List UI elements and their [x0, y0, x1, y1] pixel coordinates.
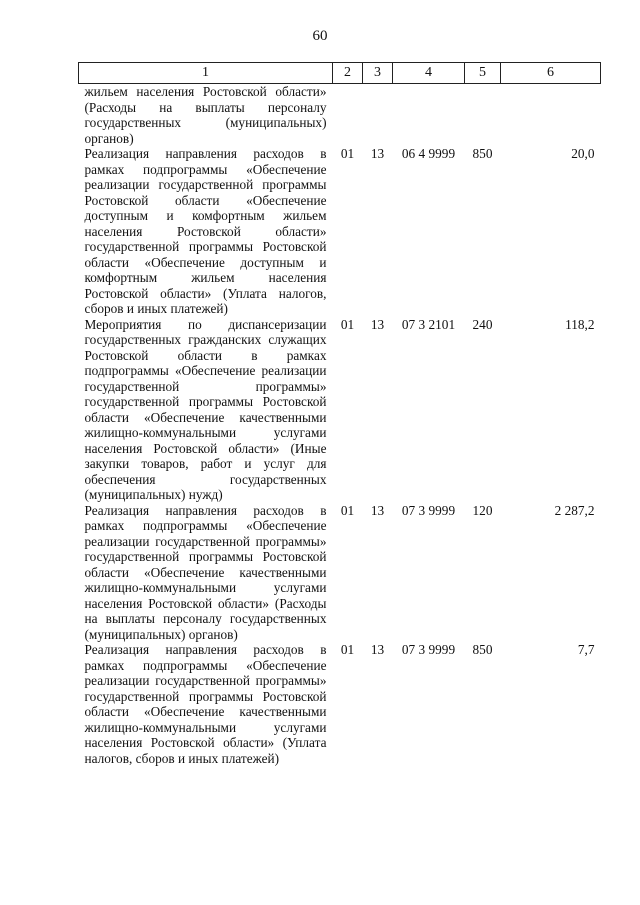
row-description: жильем населения Ростовской области» (Расходы на выплаты персоналу государственных (муниципальных) органов)	[84, 84, 327, 146]
table-row-continuation	[79, 84, 601, 147]
budget-table	[78, 62, 601, 766]
column-header-3: 3	[363, 63, 393, 84]
table-header-row	[79, 63, 601, 84]
column-header-6: 6	[501, 63, 601, 84]
column-header-5: 5	[465, 63, 501, 84]
row-subsection: 13	[370, 642, 385, 657]
table-row	[79, 503, 601, 643]
row-expense-type: 850	[472, 146, 493, 161]
row-subsection: 13	[370, 502, 385, 518]
row-amount: 2 287,2	[554, 502, 595, 518]
row-target-article: 07 3 2101	[401, 316, 456, 332]
row-subsection: 13	[370, 316, 385, 332]
row-description: Реализация направления расходов в рамках подпрограммы «Обеспечение реализации государственной программы» государственной программы Ростовской области «Обеспечение качественными жилищно-коммунальными услугами населения Ростовской области» (Уплата налогов, сборов и иных платежей)	[84, 642, 327, 766]
table-row	[79, 317, 601, 503]
column-header-1: 1	[79, 63, 333, 84]
row-target-article: 07 3 9999	[401, 642, 456, 657]
row-section: 01	[340, 316, 355, 332]
row-target-article: 06 4 9999	[401, 146, 456, 161]
row-amount: 118,2	[565, 316, 595, 332]
row-target-article: 07 3 9999	[401, 502, 456, 518]
column-header-2: 2	[333, 63, 363, 84]
row-section: 01	[340, 642, 355, 657]
column-header-4: 4	[393, 63, 465, 84]
row-section: 01	[340, 146, 355, 161]
row-description: Реализация направления расходов в рамках подпрограммы «Обеспечение реализации государственной программы Ростовской области «Обеспечение доступным и комфортным жильем населения Ростовской области» государственной программы Ростовской области «Обеспечение доступным и комфортным жильем населения Ростовской области» (Уплата налогов, сборов и иных платежей)	[84, 146, 327, 316]
row-description: Мероприятия по диспансеризации государственных гражданских служащих Ростовской области в рамках подпрограммы «Обеспечение реализации государственной программы» государственной программы Ростовской области «Обеспечение качественными жилищно-коммунальными услугами населения Ростовской области» (Иные закупки товаров, работ и услуг для обеспечения государственных (муниципальных) нужд)	[84, 316, 327, 502]
table-row	[79, 642, 601, 766]
row-expense-type: 120	[472, 502, 493, 518]
row-amount: 7,7	[577, 642, 595, 657]
row-section: 01	[340, 502, 355, 518]
row-amount: 20,0	[571, 146, 595, 161]
row-expense-type: 240	[472, 316, 493, 332]
row-subsection: 13	[370, 146, 385, 161]
table-row	[79, 146, 601, 317]
row-description: Реализация направления расходов в рамках подпрограммы «Обеспечение реализации государственной программы» государственной программы Ростовской области «Обеспечение качественными жилищно-коммунальными услугами населения Ростовской области» (Расходы на выплаты персоналу государственных (муниципальных) органов)	[84, 502, 327, 642]
row-expense-type: 850	[472, 642, 493, 657]
page-number: 60	[312, 28, 328, 44]
